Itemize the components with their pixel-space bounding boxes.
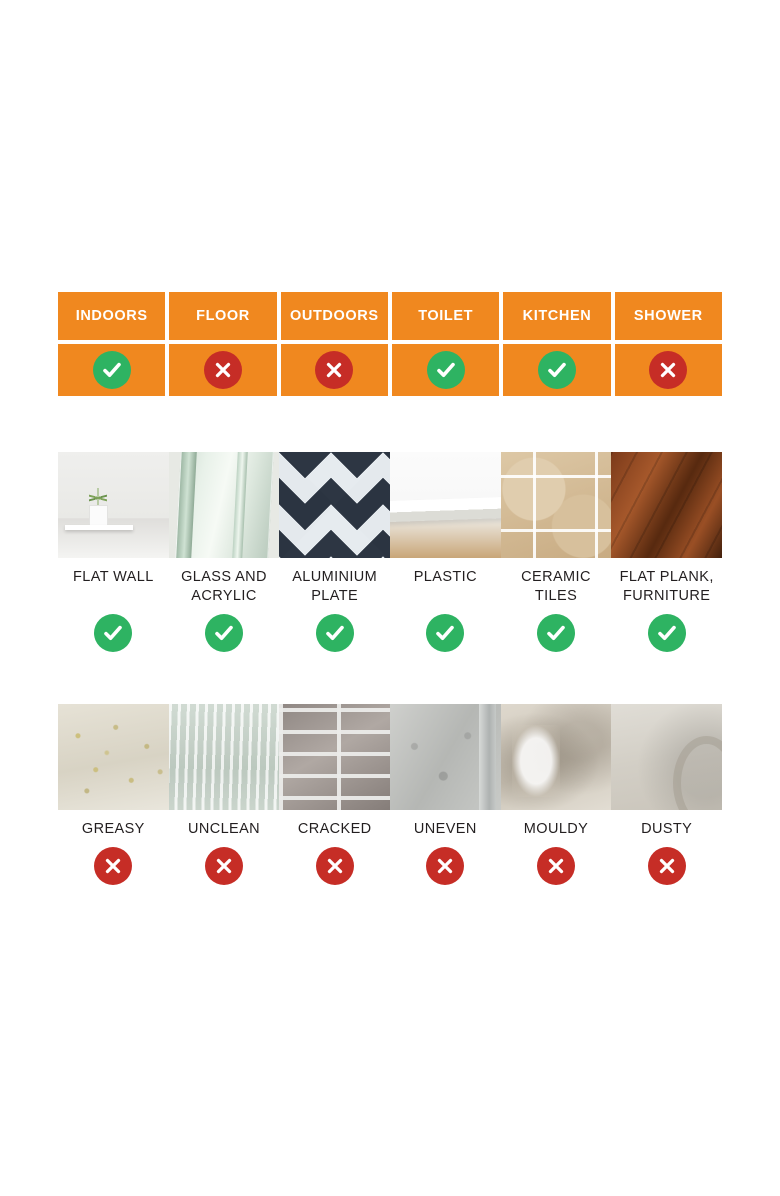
check-icon bbox=[316, 614, 354, 652]
surface-label: CERAMIC TILES bbox=[521, 569, 591, 604]
surface-photo-cracked bbox=[279, 704, 390, 810]
check-icon bbox=[427, 351, 465, 389]
surface-thumbnail bbox=[58, 704, 169, 810]
surface-label: CRACKED bbox=[297, 821, 372, 837]
suitable-surface-list bbox=[58, 568, 722, 652]
surface-label: MOULDY bbox=[523, 821, 589, 837]
surface-label: GREASY bbox=[81, 821, 145, 837]
cross-icon bbox=[204, 351, 242, 389]
surface-item bbox=[611, 820, 722, 885]
surface-photo-plastic bbox=[390, 452, 501, 558]
cross-icon bbox=[205, 847, 243, 885]
surface-photo-glass bbox=[169, 452, 280, 558]
surface-status-badge bbox=[426, 614, 464, 652]
surface-label: DUSTY bbox=[641, 821, 693, 837]
surface-photo-mouldy bbox=[501, 704, 612, 810]
check-icon bbox=[426, 614, 464, 652]
surface-thumbnail bbox=[501, 704, 612, 810]
surface-thumbnail bbox=[169, 452, 280, 558]
usage-header-cell bbox=[503, 292, 610, 340]
usage-header-cell bbox=[392, 292, 499, 340]
unsuitable-surface-list bbox=[58, 820, 722, 885]
usage-status-cell bbox=[392, 344, 499, 396]
surface-label: ALUMINIUM PLATE bbox=[292, 569, 378, 604]
surface-photo-wood bbox=[611, 452, 722, 558]
surface-status-badge bbox=[94, 847, 132, 885]
surface-item bbox=[390, 820, 501, 885]
surface-item bbox=[279, 820, 390, 885]
check-icon bbox=[93, 351, 131, 389]
surface-photo-tiles bbox=[501, 452, 612, 558]
cross-icon bbox=[649, 351, 687, 389]
surface-thumbnail bbox=[169, 704, 280, 810]
usage-status-cell bbox=[58, 344, 165, 396]
surface-item bbox=[169, 568, 280, 652]
cross-icon bbox=[316, 847, 354, 885]
surface-label: GLASS AND ACRYLIC bbox=[181, 569, 267, 604]
usage-header-label: INDOORS bbox=[75, 308, 148, 324]
check-icon bbox=[94, 614, 132, 652]
usage-header-label: SHOWER bbox=[633, 308, 703, 324]
surface-photo-uneven bbox=[390, 704, 501, 810]
suitable-thumbnail-strip bbox=[58, 452, 722, 558]
surface-thumbnail bbox=[501, 452, 612, 558]
surface-status-badge bbox=[537, 614, 575, 652]
surface-label: FLAT WALL bbox=[72, 569, 154, 585]
usage-status-row bbox=[58, 344, 722, 396]
surface-item bbox=[279, 568, 390, 652]
usage-header-row bbox=[58, 292, 722, 340]
surface-item bbox=[501, 820, 612, 885]
surface-item bbox=[390, 568, 501, 652]
cross-icon bbox=[537, 847, 575, 885]
check-icon bbox=[205, 614, 243, 652]
surface-thumbnail bbox=[390, 452, 501, 558]
surface-photo-greasy bbox=[58, 704, 169, 810]
usage-header-cell bbox=[169, 292, 276, 340]
surface-status-badge bbox=[316, 614, 354, 652]
unsuitable-surfaces-section bbox=[58, 704, 722, 885]
surface-item bbox=[58, 820, 169, 885]
usage-status-cell bbox=[169, 344, 276, 396]
surface-status-badge bbox=[426, 847, 464, 885]
check-icon bbox=[538, 351, 576, 389]
unsuitable-thumbnail-strip bbox=[58, 704, 722, 810]
usage-header-cell bbox=[58, 292, 165, 340]
usage-header-cell bbox=[281, 292, 388, 340]
surface-status-badge bbox=[537, 847, 575, 885]
usage-status-cell bbox=[281, 344, 388, 396]
surface-thumbnail bbox=[611, 452, 722, 558]
surface-thumbnail bbox=[611, 704, 722, 810]
suitable-surfaces-section bbox=[58, 452, 722, 652]
surface-status-badge bbox=[648, 614, 686, 652]
surface-item bbox=[58, 568, 169, 652]
cross-icon bbox=[648, 847, 686, 885]
usage-status-cell bbox=[615, 344, 722, 396]
surface-label: PLASTIC bbox=[413, 569, 477, 585]
cross-icon bbox=[94, 847, 132, 885]
usage-header-label: OUTDOORS bbox=[290, 308, 379, 324]
surface-photo-dusty bbox=[611, 704, 722, 810]
surface-thumbnail bbox=[390, 704, 501, 810]
surface-item bbox=[501, 568, 612, 652]
surface-photo-flatwall bbox=[58, 452, 169, 558]
surface-label: UNCLEAN bbox=[187, 821, 261, 837]
surface-label: UNEVEN bbox=[413, 821, 477, 837]
cross-icon bbox=[426, 847, 464, 885]
surface-thumbnail bbox=[58, 452, 169, 558]
surface-item bbox=[169, 820, 280, 885]
check-icon bbox=[648, 614, 686, 652]
surface-photo-unclean bbox=[169, 704, 280, 810]
check-icon bbox=[537, 614, 575, 652]
surface-status-badge bbox=[648, 847, 686, 885]
surface-status-badge bbox=[94, 614, 132, 652]
usage-header-label: TOILET bbox=[418, 308, 474, 324]
surface-status-badge bbox=[205, 847, 243, 885]
cross-icon bbox=[315, 351, 353, 389]
surface-thumbnail bbox=[279, 704, 390, 810]
surface-label: FLAT PLANK, FURNITURE bbox=[619, 569, 714, 604]
surface-item bbox=[611, 568, 722, 652]
usage-status-cell bbox=[503, 344, 610, 396]
usage-header-label: FLOOR bbox=[196, 308, 250, 324]
surface-photo-alu bbox=[279, 452, 390, 558]
usage-header-cell bbox=[615, 292, 722, 340]
surface-thumbnail bbox=[279, 452, 390, 558]
usage-location-table bbox=[58, 292, 722, 396]
surface-status-badge bbox=[205, 614, 243, 652]
surface-status-badge bbox=[316, 847, 354, 885]
usage-header-label: KITCHEN bbox=[522, 308, 592, 324]
